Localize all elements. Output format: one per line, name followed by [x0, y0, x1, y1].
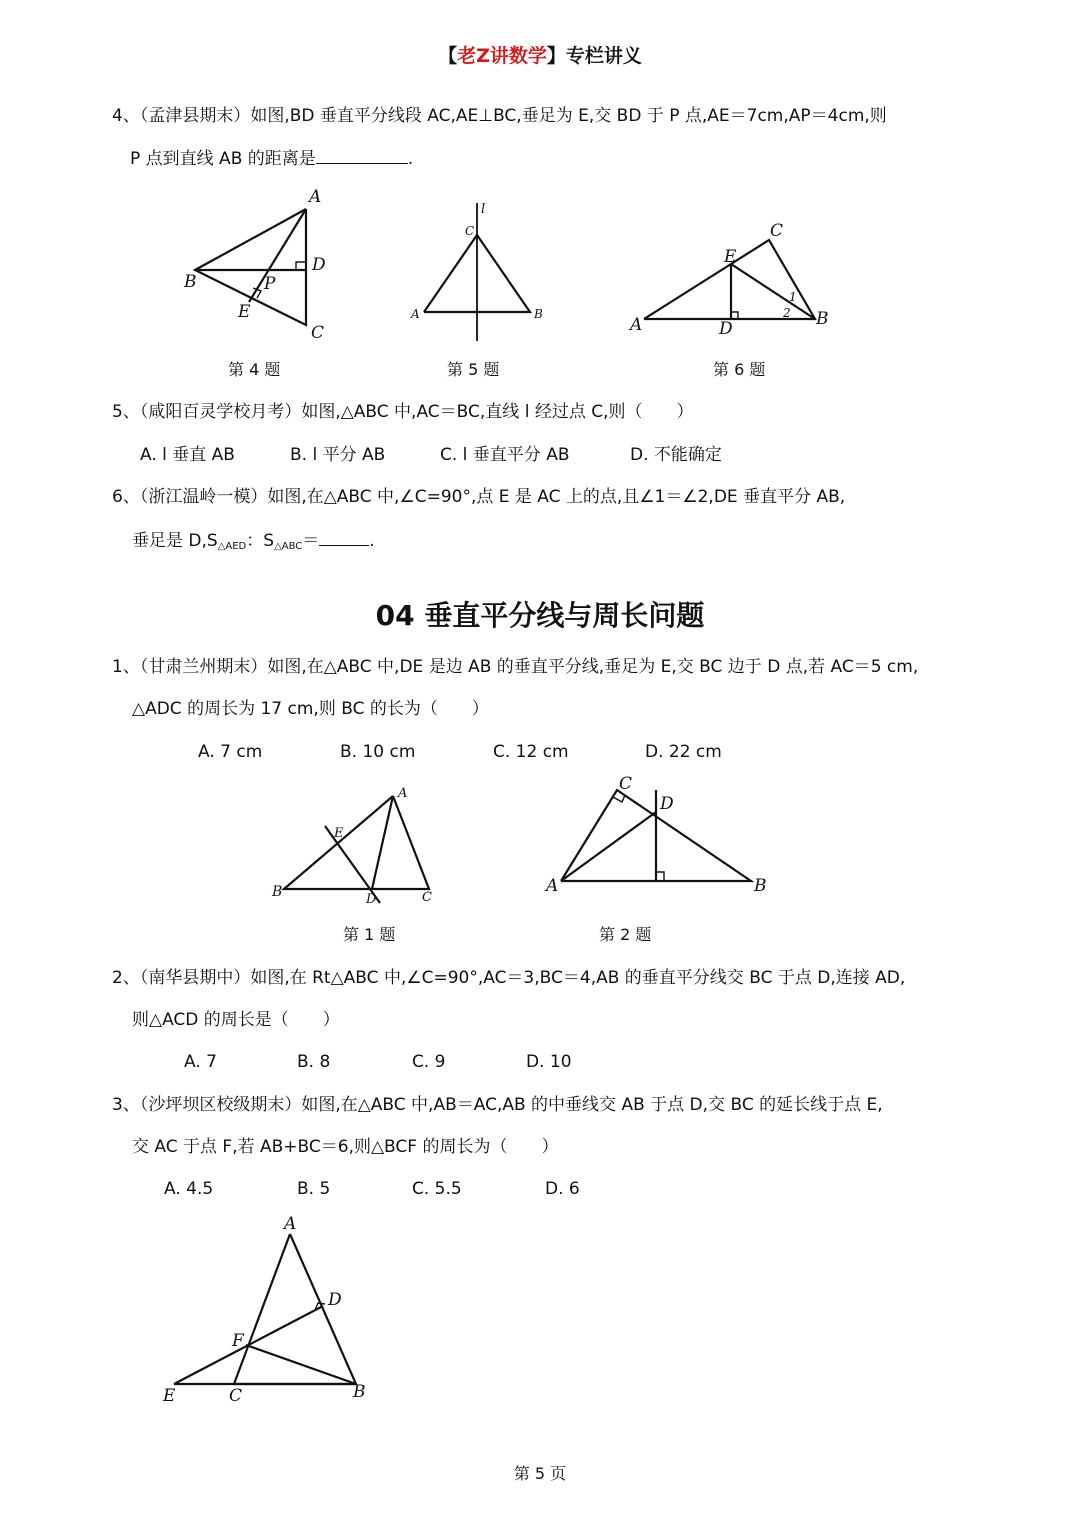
f5-label-a: A [411, 307, 420, 321]
q4-line1: 4、（孟津县期末）如图,BD 垂直平分线段 AC,AE⊥BC,垂足为 E,交 BD 于 P 点,AE＝7cm,AP＝4cm,则 [112, 106, 887, 126]
s1-option-a[interactable]: A. 7 cm [198, 742, 263, 762]
f6-label-d: D [719, 319, 733, 339]
q5-line1: 5、（咸阳百灵学校月考）如图,△ABC 中,AC＝BC,直线 l 经过点 C,则（ ） [112, 402, 694, 422]
s2-option-a[interactable]: A. 7 [184, 1052, 217, 1072]
q6-line2-eq: ＝ [302, 531, 320, 551]
f4-label-b: B [184, 272, 197, 292]
s1-label-c: C [422, 890, 432, 905]
s3-label-a: A [284, 1214, 297, 1234]
q6-line1: 6、（浙江温岭一模）如图,在△ABC 中,∠C=90°,点 E 是 AC 上的点,且∠1＝∠2,DE 垂直平分 AB, [112, 487, 846, 507]
q4-line2-end: . [407, 149, 414, 169]
f4-label-a: A [309, 187, 322, 207]
f4-label-p: P [264, 274, 276, 294]
s2-option-d[interactable]: D. 10 [526, 1052, 572, 1072]
s1-label-a: A [398, 786, 408, 801]
s2-option-c[interactable]: C. 9 [412, 1052, 446, 1072]
header-bracket-close: 】 [546, 45, 566, 67]
s3-label-e: E [163, 1386, 176, 1406]
q5-option-b[interactable]: B. l 平分 AB [290, 445, 386, 465]
section-title: 04 垂直平分线与周长问题 [375, 599, 705, 632]
caption-fig6: 第 6 题 [713, 360, 766, 379]
page-number: 第 5 页 [513, 1464, 567, 1483]
q4-line2-text: P 点到直线 AB 的距离是 [130, 149, 316, 169]
q5-option-a[interactable]: A. l 垂直 AB [140, 445, 235, 465]
caption-sec-fig1: 第 1 题 [343, 925, 396, 944]
s2-label-c: C [619, 774, 633, 794]
f6-label-angle1: 1 [789, 290, 797, 304]
s2-option-b[interactable]: B. 8 [297, 1052, 331, 1072]
f4-label-e: E [238, 302, 251, 322]
f5-label-b: B [534, 307, 543, 321]
s2-line2: 则△ACD 的周长是（ ） [132, 1010, 340, 1030]
header-suffix: 专栏讲义 [565, 45, 642, 67]
q6-sub-abc: △ABC [274, 541, 303, 552]
s2-line1: 2、（南华县期中）如图,在 Rt△ABC 中,∠C=90°,AC＝3,BC＝4,AB 的垂直平分线交 BC 于点 D,连接 AD, [112, 968, 906, 988]
f5-label-c: C [465, 224, 475, 238]
f6-label-a: A [630, 315, 643, 335]
f4-label-d: D [312, 255, 326, 275]
s3-label-b: B [353, 1382, 366, 1402]
q6-sub-aed: △AED [217, 541, 247, 552]
f6-label-e: E [724, 247, 737, 267]
s1-line2: △ADC 的周长为 17 cm,则 BC 的长为（ ） [132, 699, 489, 719]
q6-line2-pre: 垂足是 D,S [132, 531, 218, 551]
s3-label-c: C [229, 1386, 243, 1406]
q5-option-c[interactable]: C. l 垂直平分 AB [440, 445, 570, 465]
s1-label-e: E [334, 826, 344, 841]
s1-line1: 1、（甘肃兰州期末）如图,在△ABC 中,DE 是边 AB 的垂直平分线,垂足为 E,交 BC 边于 D 点,若 AC＝5 cm, [112, 657, 919, 677]
s3-line1: 3、（沙坪坝区校级期末）如图,在△ABC 中,AB＝AC,AB 的中垂线交 AB 于点 D,交 BC 的延长线于点 E, [112, 1095, 883, 1115]
s2-label-d: D [660, 794, 674, 814]
q6-line2-end: . [369, 531, 375, 551]
q6-line2-mid: ：S [246, 531, 275, 551]
f6-label-c: C [770, 221, 784, 241]
s3-label-f: F [232, 1331, 244, 1351]
f5-label-l: l [481, 202, 486, 217]
s3-option-d[interactable]: D. 6 [545, 1179, 580, 1199]
s1-option-d[interactable]: D. 22 cm [645, 742, 722, 762]
s3-option-b[interactable]: B. 5 [297, 1179, 331, 1199]
f6-label-b: B [816, 309, 829, 329]
caption-fig5: 第 5 题 [447, 360, 500, 379]
s3-option-c[interactable]: C. 5.5 [412, 1179, 462, 1199]
caption-sec-fig2: 第 2 题 [599, 925, 652, 944]
s2-label-a: A [546, 876, 559, 896]
s3-label-d: D [328, 1290, 342, 1310]
header-brand: 老Z讲数学 [457, 45, 547, 67]
f6-label-angle2: 2 [783, 306, 791, 320]
caption-fig4: 第 4 题 [228, 360, 281, 379]
s1-label-b: B [272, 884, 283, 900]
s1-option-c[interactable]: C. 12 cm [493, 742, 569, 762]
q5-option-d[interactable]: D. 不能确定 [630, 445, 722, 465]
s3-segment-fb [246, 1345, 356, 1384]
s2-label-b: B [754, 876, 767, 896]
header-bracket-open: 【 [438, 45, 458, 67]
s3-option-a[interactable]: A. 4.5 [164, 1179, 214, 1199]
s1-label-d: D [366, 892, 377, 907]
s1-option-b[interactable]: B. 10 cm [340, 742, 416, 762]
f4-label-c: C [311, 323, 325, 343]
s3-line2: 交 AC 于点 F,若 AB+BC＝6,则△BCF 的周长为（ ） [132, 1137, 559, 1157]
